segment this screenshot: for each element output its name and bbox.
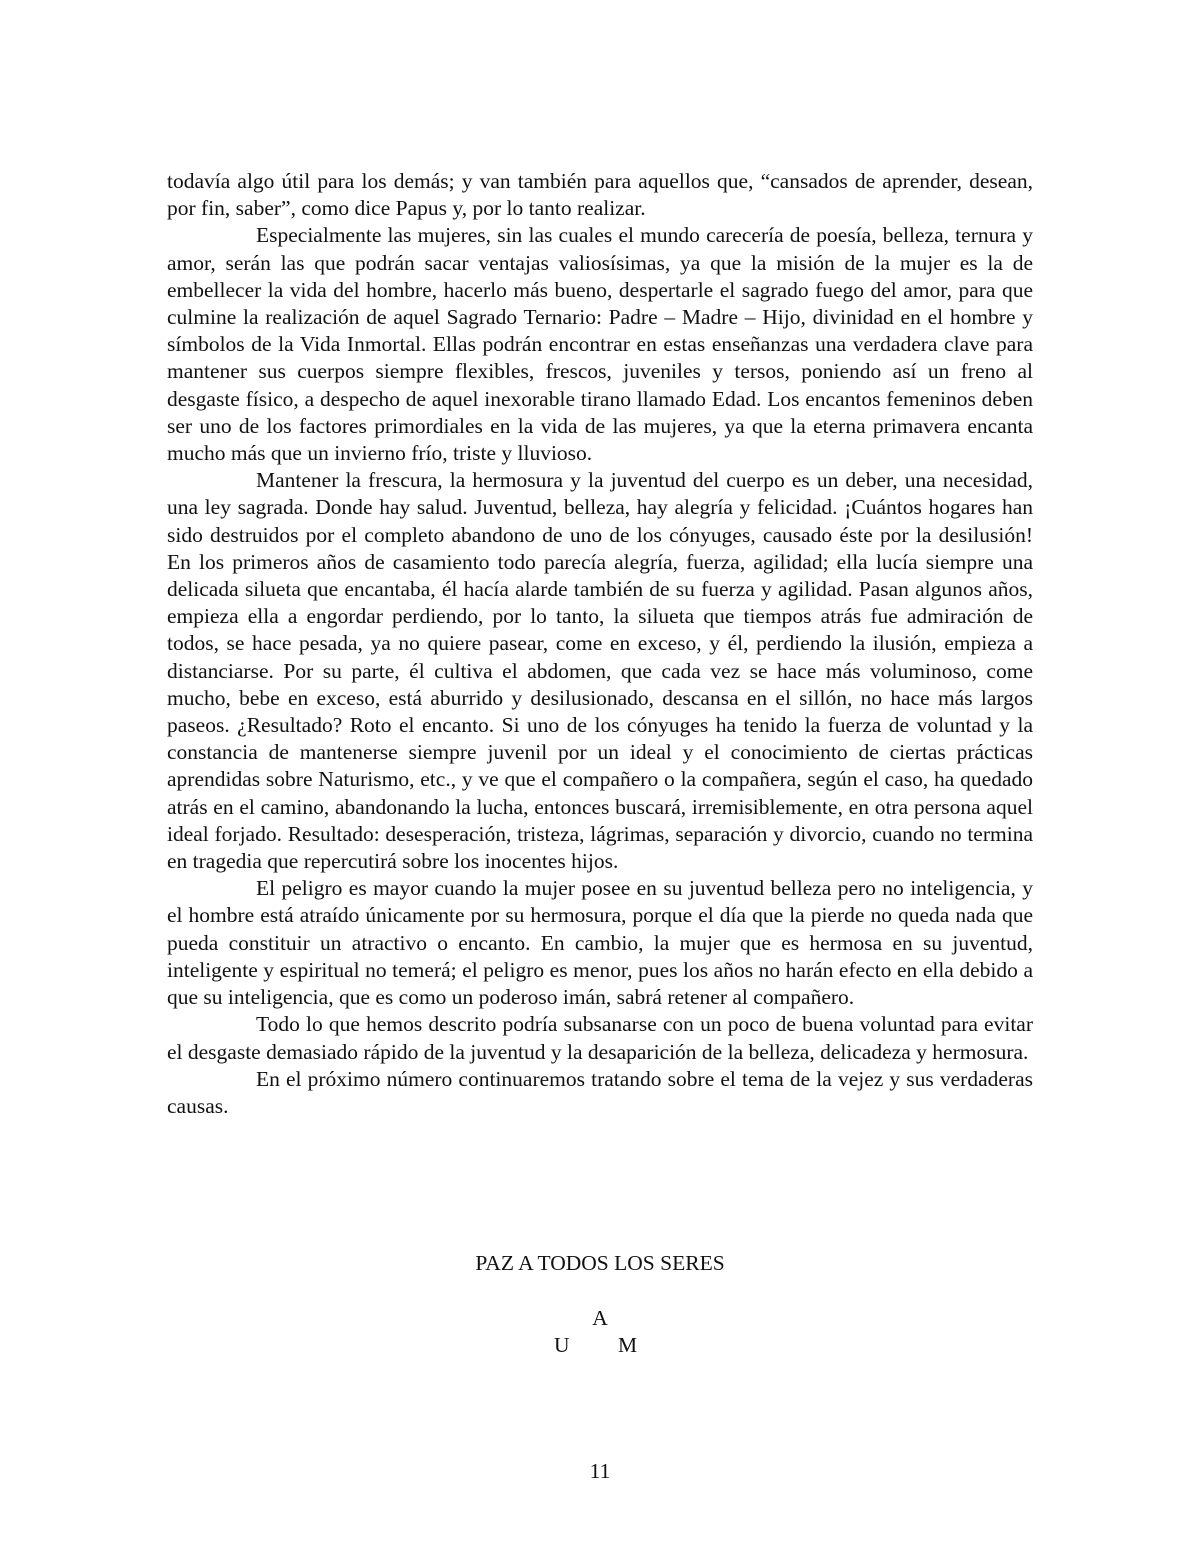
document-body — [167, 168, 1033, 1120]
paragraph-4: El peligro es mayor cuando la mujer posee en su juventud belleza pero no inteligencia, y el hombre está atraído únicamente por su hermosura, porque el día que la pierde no queda nada que pueda constituir un atractivo o encanto. En cambio, la mujer que es hermosa en su juventud, inteligente y espiritual no temerá; el peligro es menor, pues los años no harán efecto en ella debido a que su inteligencia, que es como un poderoso imán, sabrá retener al compañero. — [167, 876, 1033, 1010]
paragraph-5: Todo lo que hemos descrito podría subsanarse con un poco de buena voluntad para evitar el desgaste demasiado rápido de la juventud y la desaparición de la belleza, delicadeza y hermosura. — [167, 1012, 1033, 1064]
paragraph-1: todavía algo útil para los demás; y van también para aquellos que, “cansados de aprender, desean, por fin, saber”, como dice Papus y, por lo tanto realizar. — [167, 169, 1033, 221]
aum-letter-a: A — [592, 1306, 608, 1330]
closing-line: PAZ A TODOS LOS SERES — [475, 1251, 725, 1275]
aum-letter-u: U — [554, 1333, 570, 1357]
aum-letter-m: M — [618, 1333, 638, 1357]
paragraph-3: Mantener la frescura, la hermosura y la juventud del cuerpo es un deber, una necesidad, una ley sagrada. Donde hay salud. Juventud, belleza, hay alegría y felicidad. ¡Cuántos hogares han sido destruidos por el completo abandono de uno de los cónyuges, causado éste por la desilusión! En los primeros años de casamiento todo parecía alegría, fuerza, agilidad; ella lucía siempre una delicada silueta que encantaba, él hacía alarde también de su fuerza y agilidad. Pasan algunos años, empieza ella a engordar perdiendo, por lo tanto, la silueta que tiempos atrás fue admiración de todos, se hace pesada, ya no quiere pasear, come en exceso, y él, perdiendo la ilusión, empieza a distanciarse. Por su parte, él cultiva el abdomen, que cada vez se hace más voluminoso, come mucho, bebe en exceso, está aburrido y desilusionado, descansa en el sillón, no hace más largos paseos. ¿Resultado? Roto el encanto. Si uno de los cónyuges ha tenido la fuerza de voluntad y la constancia de mantenerse siempre juvenil por un ideal y el conocimiento de ciertas prácticas aprendidas sobre Naturismo, etc., y ve que el compañero o la compañera, según el caso, ha quedado atrás en el camino, abandonando la lucha, entonces buscará, irremisiblemente, en otra persona aquel ideal forjado. Resultado: desesperación, tristeza, lágrimas, separación y divorcio, cuando no termina en tragedia que repercutirá sobre los inocentes hijos. — [167, 468, 1033, 874]
page-number: 11 — [589, 1459, 611, 1483]
paragraph-6: En el próximo número continuaremos tratando sobre el tema de la vejez y sus verdaderas causas. — [167, 1066, 1033, 1118]
paragraph-2: Especialmente las mujeres, sin las cuales el mundo carecería de poesía, belleza, ternura y amor, serán las que podrán sacar ventajas valiosísimas, ya que la misión de la mujer es la de embellecer la vida del hombre, hacerlo más bueno, despertarle el sagrado fuego del amor, para que culmine la realización de aquel Sagrado Ternario: Padre – Madre – Hijo, divinidad en el hombre y símbolos de la Vida Inmortal. Ellas podrán encontrar en estas enseñanzas una verdadera clave para mantener sus cuerpos siempre flexibles, frescos, juveniles y tersos, poniendo así un freno al desgaste físico, a despecho de aquel inexorable tirano llamado Edad. Los encantos femeninos deben ser uno de los factores primordiales en la vida de las mujeres, ya que la eterna primavera encanta mucho más que un invierno frío, triste y lluvioso. — [167, 223, 1033, 466]
